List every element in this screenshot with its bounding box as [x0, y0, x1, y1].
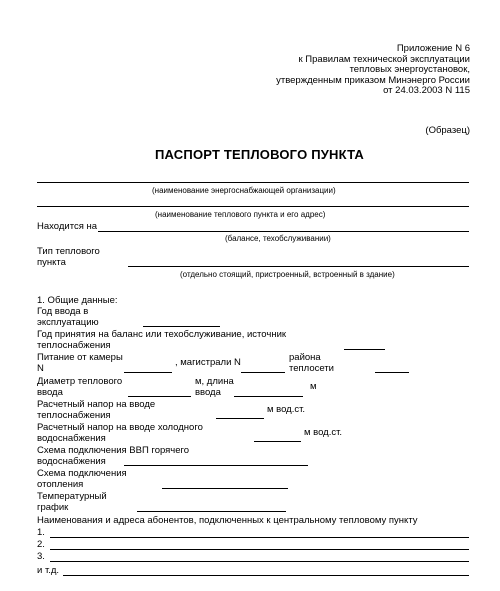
header-line: к Правилам технической эксплуатации [298, 53, 470, 65]
district-label: района [289, 352, 321, 363]
list-item-line [63, 575, 469, 576]
pressure-cold-line [254, 441, 301, 442]
input-word: ввода [195, 387, 221, 398]
main-line-label: , магистрали N [175, 357, 241, 368]
appendix-header [276, 44, 470, 97]
header-line: утвержденным приказом Минэнерго России [276, 74, 470, 86]
year-accepted-label: Год принятия на баланс или техобслуживание, источник [37, 329, 287, 340]
list-item-number: 3. [37, 551, 45, 562]
temp-schedule-line [137, 511, 286, 512]
type-caption: (отдельно стоящий, пристроенный, встроенный в здание) [180, 270, 395, 279]
header-line: Приложение N 6 [396, 43, 470, 54]
year-commission-label-2: эксплуатацию [37, 317, 99, 328]
section-general: 1. Общие данные: [37, 295, 118, 306]
year-accepted-line [344, 349, 385, 350]
pipe-diameter-label-2: ввода [37, 387, 63, 398]
diameter-line [128, 396, 191, 397]
dhw-scheme-label: Схема подключения ВВП горячего [37, 445, 190, 456]
length-line [234, 396, 303, 397]
dhw-scheme-line [124, 465, 308, 466]
dhw-scheme-label-2: водоснабжения [37, 456, 106, 467]
heating-scheme-label: Схема подключения [37, 468, 127, 479]
temp-schedule-label-2: график [37, 502, 69, 513]
type-label-2: пункта [37, 257, 66, 268]
district-label-2: теплосети [289, 363, 334, 374]
year-commission-line [143, 326, 220, 327]
type-label: Тип теплового [37, 246, 100, 257]
heating-scheme-label-2: отопления [37, 479, 84, 490]
list-item-line [50, 549, 469, 550]
balance-caption: (балансе, техобслуживании) [225, 234, 331, 243]
pipe-diameter-label: Диаметр теплового [37, 376, 123, 387]
etc-label: и т.д. [37, 565, 60, 576]
unit-m-length: м, длина [195, 376, 234, 387]
header-line: тепловых энергоустановок, [349, 64, 470, 76]
year-commission-label: Год ввода в [37, 306, 89, 317]
subscribers-label: Наименования и адреса абонентов, подключенных к центральному тепловому пункту [37, 515, 418, 526]
heat-supply-label: теплоснабжения [37, 340, 111, 351]
energy-org-caption: (наименование энергоснабжающей организации) [152, 186, 336, 195]
sample-label: (Образец) [425, 125, 470, 136]
pressure-heat-label: Расчетный напор на вводе [37, 399, 156, 410]
energy-org-line [37, 182, 469, 183]
heat-point-line [37, 206, 469, 207]
header-line: от 24.03.2003 N 115 [383, 85, 470, 97]
type-line [128, 266, 469, 267]
heating-scheme-line [162, 488, 288, 489]
unit-mwc-2: м вод.ст. [304, 427, 343, 438]
list-item-line [50, 537, 469, 538]
list-item-number: 1. [37, 527, 45, 538]
located-at-label: Находится на [37, 221, 98, 232]
heat-point-caption: (наименование теплового пункта и его адрес) [155, 210, 326, 219]
pressure-heat-label-2: теплоснабжения [37, 410, 111, 421]
page-title: ПАСПОРТ ТЕПЛОВОГО ПУНКТА [155, 147, 364, 162]
unit-m: м [310, 381, 317, 392]
power-chamber-label: Питание от камеры [37, 352, 123, 363]
pressure-heat-line [216, 418, 264, 419]
list-item-line [50, 561, 469, 562]
district-line [375, 372, 409, 373]
power-chamber-label-2: N [37, 363, 44, 374]
pressure-cold-label: Расчетный напор на вводе холодного [37, 422, 203, 433]
temp-schedule-label: Температурный [37, 491, 107, 502]
unit-mwc: м вод.ст. [267, 404, 306, 415]
located-at-line [98, 231, 469, 232]
chamber-line [124, 372, 172, 373]
main-line-line [241, 372, 285, 373]
list-item-number: 2. [37, 539, 45, 550]
pressure-cold-label-2: водоснабжения [37, 433, 106, 444]
